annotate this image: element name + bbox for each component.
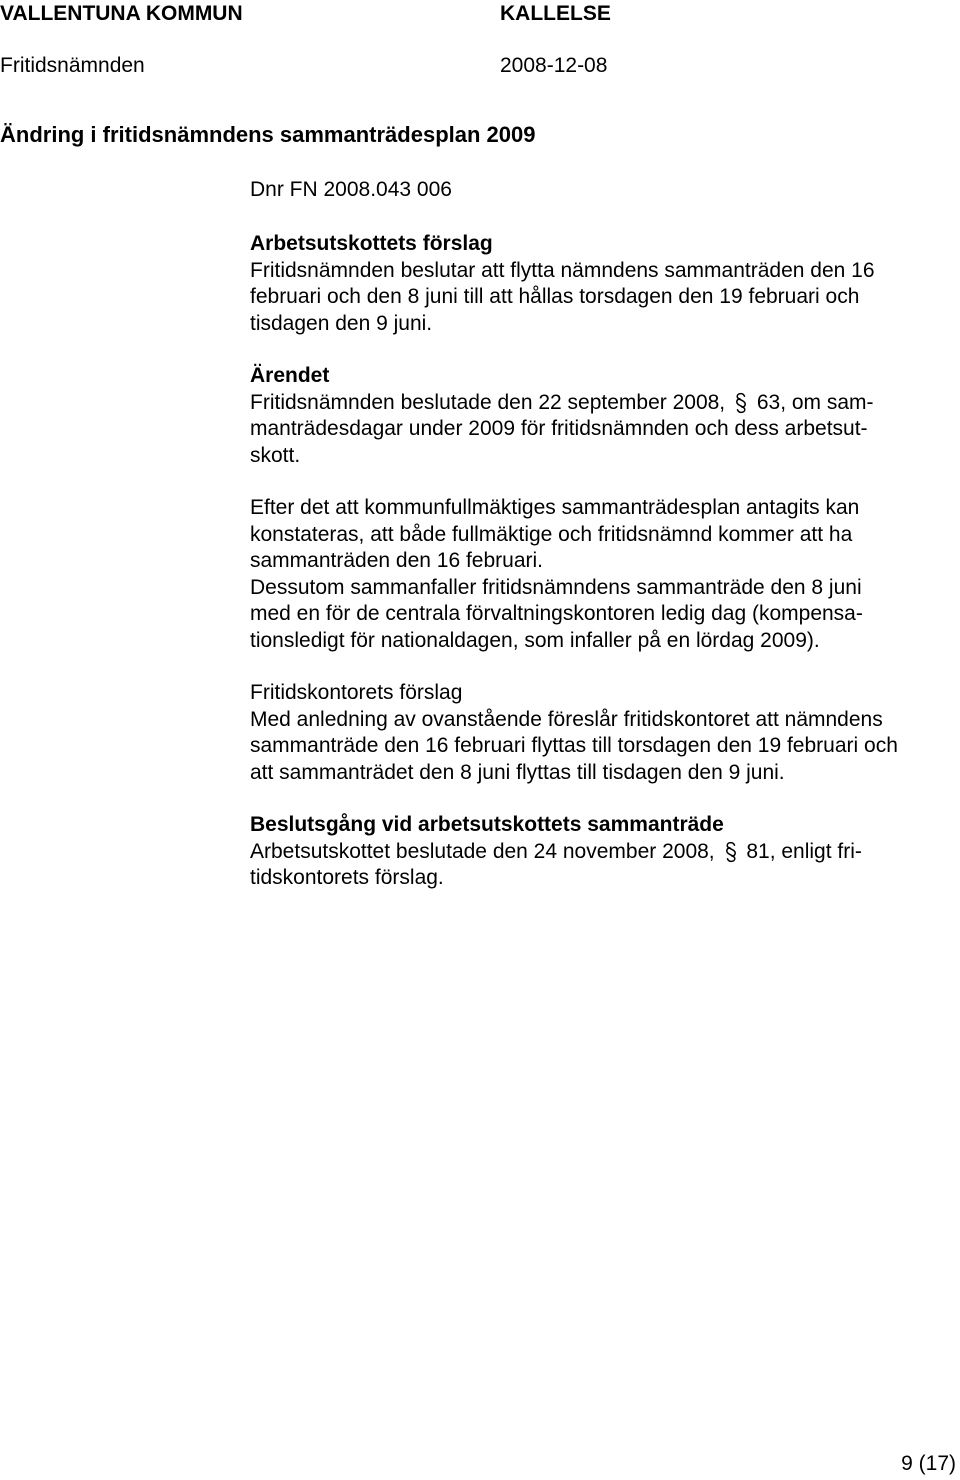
- section-arendet: [250, 363, 955, 469]
- text-line: Med anledning av ovanstående föreslår fritidskontoret att nämndens: [250, 707, 883, 731]
- case-number: Dnr FN 2008.043 006: [250, 178, 452, 201]
- paragraph-efter: [250, 495, 955, 575]
- text-fragment: 81, enligt fri-: [746, 839, 862, 863]
- text-line: sammanträden den 16 februari.: [250, 549, 544, 572]
- section-heading: Ärendet: [250, 364, 330, 387]
- section-sign-icon: [724, 841, 738, 863]
- text-line: februari och den 8 juni till att hållas torsdagen den 19 februari och: [250, 285, 860, 308]
- text-line: sammanträde den 16 februari flyttas till torsdagen den 19 februari och: [250, 734, 898, 757]
- text-line: Dessutom sammanfaller fritidsnämndens sammanträde den 8 juni: [250, 575, 862, 599]
- text-line: konstateras, att både fullmäktige och fritidsnämnd kommer att ha: [250, 522, 853, 546]
- text-line: tisdagen den 9 juni.: [250, 311, 433, 335]
- section-sign-icon: [734, 392, 748, 414]
- document-title: Ändring i fritidsnämndens sammanträdesplan 2009: [0, 122, 536, 147]
- text-line: tidskontorets förslag.: [250, 866, 444, 889]
- section-arbetsutskottets-forslag: [250, 231, 955, 337]
- page-number: 9 (17): [901, 1452, 956, 1475]
- text-line: [250, 839, 955, 866]
- text-line: Fritidsnämnden beslutar att flytta nämndens sammanträden den 16: [250, 258, 875, 282]
- org-name: VALLENTUNA KOMMUN: [0, 2, 243, 25]
- section-heading: Arbetsutskottets förslag: [250, 232, 493, 255]
- text-fragment: Fritidsnämnden beslutade den 22 september 2008,: [250, 390, 726, 414]
- text-line: [250, 390, 955, 417]
- text-line: att sammanträdet den 8 juni flyttas till tisdagen den 9 juni.: [250, 760, 785, 784]
- section-fritidskontorets-forslag: [250, 680, 955, 786]
- document-type: KALLELSE: [500, 2, 611, 25]
- document-body: [250, 231, 955, 918]
- section-beslutsgang: [250, 812, 955, 892]
- text-line: manträdesdagar under 2009 för fritidsnämnden och dess arbetsut-: [250, 417, 868, 440]
- paragraph-dessutom: [250, 575, 955, 655]
- text-line: med en för de centrala förvaltningskontoren ledig dag (kompensa-: [250, 602, 863, 625]
- section-heading: Fritidskontorets förslag: [250, 681, 463, 704]
- text-line: skott.: [250, 443, 301, 467]
- section-heading: Beslutsgång vid arbetsutskottets sammanträde: [250, 813, 724, 836]
- committee-name: Fritidsnämnden: [0, 54, 145, 77]
- text-fragment: Arbetsutskottet beslutade den 24 november 2008,: [250, 839, 715, 863]
- document-date: 2008-12-08: [500, 54, 608, 77]
- text-line: tionsledigt för nationaldagen, som infaller på en lördag 2009).: [250, 628, 820, 652]
- text-fragment: 63, om sam-: [756, 390, 874, 414]
- text-line: Efter det att kommunfullmäktiges sammanträdesplan antagits kan: [250, 496, 860, 519]
